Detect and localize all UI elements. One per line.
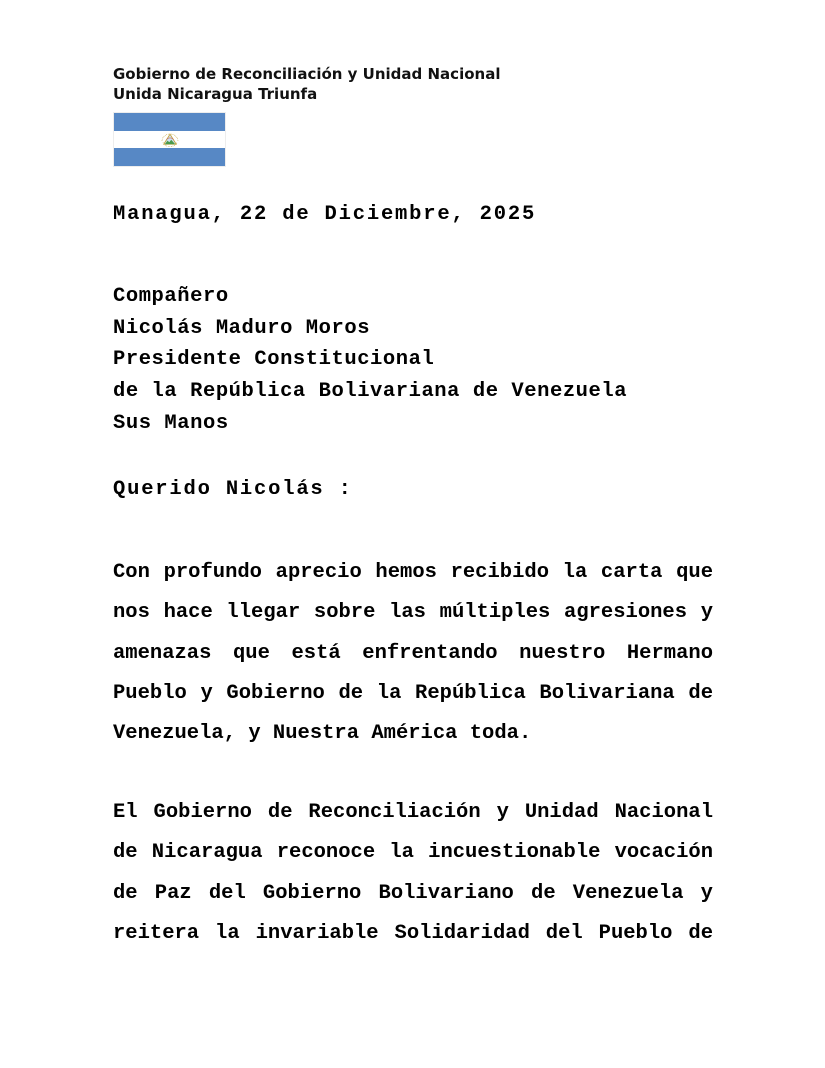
flag-stripe-top	[114, 113, 225, 131]
recipient-line: Compañero	[113, 285, 229, 308]
paragraph-line: nos hace llegar sobre las múltiples agresiones y	[113, 601, 713, 625]
letter-paragraph-1	[113, 553, 713, 754]
recipient-line: Presidente Constitucional	[113, 348, 435, 372]
letter-paragraph-2	[113, 793, 713, 954]
flag-stripe-bottom	[114, 148, 225, 166]
recipient-line: Nicolás Maduro Moros	[113, 316, 371, 340]
recipient-line: Sus Manos	[113, 411, 229, 435]
paragraph-line: de Nicaragua reconoce la incuestionable vocación	[113, 841, 713, 865]
paragraph-line: Pueblo y Gobierno de la República Bolivariana de	[113, 681, 713, 705]
nicaragua-flag	[114, 113, 225, 166]
paragraph-line: El Gobierno de Reconciliación y Unidad Nacional	[113, 801, 713, 824]
paragraph-line: de Paz del Gobierno Bolivariano de Venezuela y	[113, 881, 713, 905]
letter-dateline: Managua, 22 de Diciembre, 2025	[113, 203, 537, 226]
letterhead-line-1: Gobierno de Reconciliación y Unidad Nacional	[113, 65, 501, 83]
letterhead	[113, 64, 500, 104]
paragraph-line: Venezuela, y Nuestra América toda.	[113, 722, 532, 746]
paragraph-line: reitera la invariable Solidaridad del Pueblo de	[113, 921, 713, 945]
letter-salutation: Querido Nicolás :	[113, 478, 353, 501]
nicaragua-coat-of-arms-icon	[158, 132, 182, 147]
flag-stripe-middle	[114, 131, 225, 149]
letterhead-line-2: Unida Nicaragua Triunfa	[113, 85, 318, 103]
paragraph-line: amenazas que está enfrentando nuestro Hermano	[113, 641, 713, 665]
paragraph-line: Con profundo aprecio hemos recibido la carta que	[113, 561, 713, 584]
recipient-line: de la República Bolivariana de Venezuela	[113, 380, 628, 404]
recipient-block	[113, 281, 627, 439]
